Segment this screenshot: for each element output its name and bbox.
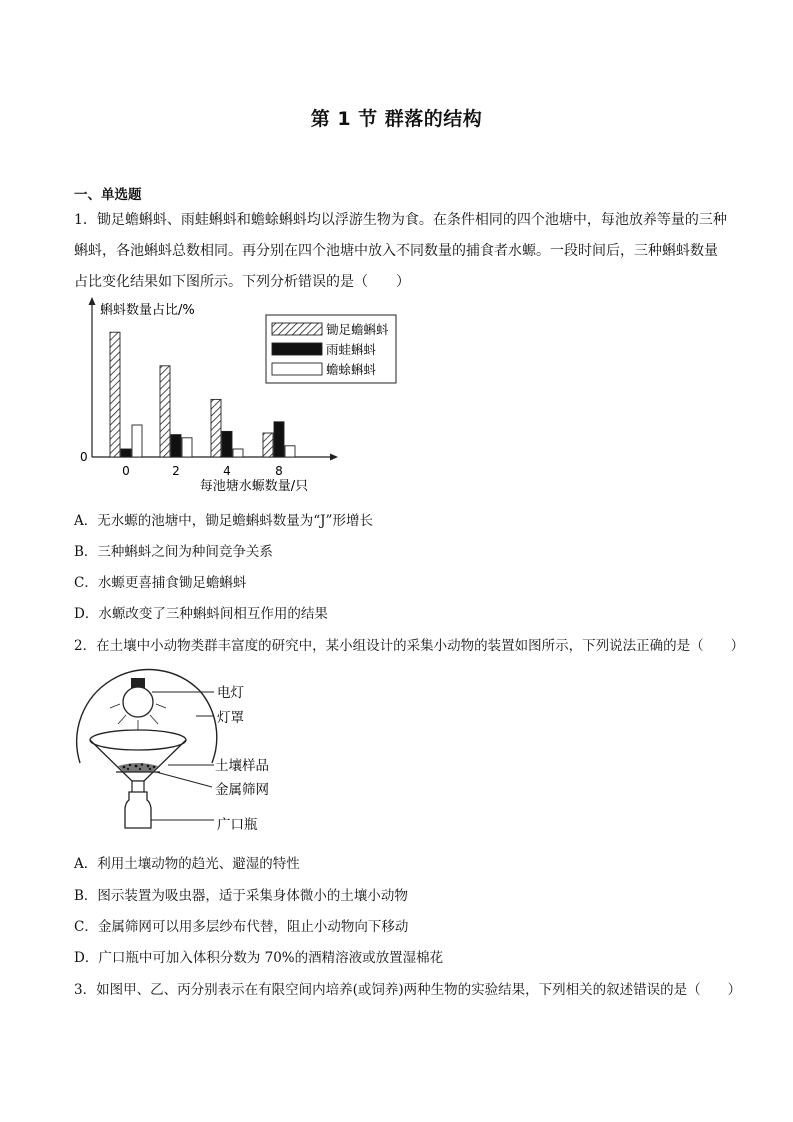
funnel-stem xyxy=(132,781,144,793)
bar-锄足蟾蝌蚪-2 xyxy=(160,366,170,457)
q2-option-d: D．广口瓶中可加入体积分数为 70%的酒精溶液或放置湿棉花 xyxy=(74,950,444,966)
q1-bar-chart xyxy=(70,295,410,495)
legend-swatch xyxy=(272,363,322,375)
x-axis-arrow xyxy=(330,454,338,461)
q1-option-d: D．水螈改变了三种蝌蚪间相互作用的结果 xyxy=(74,606,328,622)
section-heading: 一、单选题 xyxy=(74,187,142,203)
label-bottle: 广口瓶 xyxy=(217,817,258,833)
q1-stem-line-1: 1．锄足蟾蝌蚪、雨蛙蝌蚪和蟾蜍蝌蚪均以浮游生物为食。在条件相同的四个池塘中，每池放养等量的三种 xyxy=(74,212,727,228)
q2-option-b: B．图示装置为吸虫器，适于采集身体微小的土壤小动物 xyxy=(74,888,408,904)
page-title: 第 1 节 群落的结构 xyxy=(310,108,483,130)
q1-stem-line-2: 蝌蚪，各池蝌蚪总数相同。再分别在四个池塘中放入不同数量的捕食者水螈。一段时间后，三种蝌蚪数量 xyxy=(74,243,718,259)
bar-蟾蜍蝌蚪-2 xyxy=(182,438,192,457)
q1-option-c: C．水螈更喜捕食锄足蟾蝌蚪 xyxy=(74,575,247,591)
legend-label: 蟾蜍蝌蚪 xyxy=(326,362,377,377)
x-tick-label: 8 xyxy=(275,464,283,478)
x-tick-label: 0 xyxy=(122,464,130,478)
chart-legend xyxy=(266,315,396,383)
lamp-bulb xyxy=(123,687,153,717)
bar-雨蛙蝌蚪-4 xyxy=(222,431,232,457)
q1-option-a: A．无水螈的池塘中，锄足蟾蝌蚪数量为“J”形增长 xyxy=(74,513,373,529)
q2-apparatus-diagram xyxy=(72,668,302,838)
bar-蟾蜍蝌蚪-8 xyxy=(285,446,295,457)
bar-雨蛙蝌蚪-0 xyxy=(121,449,131,457)
label-shade: 灯罩 xyxy=(217,710,244,726)
label-mesh: 金属筛网 xyxy=(215,782,269,798)
label-soil: 土壤样品 xyxy=(215,758,269,774)
y-axis-arrow xyxy=(89,297,96,305)
y-axis-label: 蝌蚪数量占比/% xyxy=(100,303,195,318)
q3-stem: 3．如图甲、乙、丙分别表示在有限空间内培养(或饲养)两种生物的实验结果，下列相关的叙述错误的是（ ） xyxy=(74,982,742,998)
label-lamp: 电灯 xyxy=(217,685,244,701)
bar-锄足蟾蝌蚪-8 xyxy=(263,433,273,457)
wide-mouth-bottle xyxy=(125,792,151,828)
bar-雨蛙蝌蚪-2 xyxy=(171,435,181,457)
q1-option-b: B．三种蝌蚪之间为种间竞争关系 xyxy=(74,544,273,560)
bar-雨蛙蝌蚪-8 xyxy=(274,422,284,457)
bar-锄足蟾蝌蚪-0 xyxy=(110,332,120,457)
q1-stem-line-3: 占比变化结果如下图所示。下列分析错误的是（ ） xyxy=(74,274,410,290)
origin-label: 0 xyxy=(80,450,88,464)
funnel-rim xyxy=(90,730,186,750)
q2-option-c: C．金属筛网可以用多层纱布代替，阻止小动物向下移动 xyxy=(74,919,409,935)
bar-蟾蜍蝌蚪-4 xyxy=(233,449,243,457)
x-tick-label: 2 xyxy=(172,464,180,478)
bar-锄足蟾蝌蚪-4 xyxy=(211,399,221,457)
x-tick-label: 4 xyxy=(223,464,231,478)
legend-label: 锄足蟾蝌蚪 xyxy=(326,322,389,337)
legend-swatch xyxy=(272,343,322,355)
legend-label: 雨蛙蝌蚪 xyxy=(326,342,377,357)
legend-swatch xyxy=(272,323,322,335)
q2-stem: 2．在土壤中小动物类群丰富度的研究中，某小组设计的采集小动物的装置如图所示，下列说法正确的是（ ） xyxy=(74,638,745,654)
q2-option-a: A．利用土壤动物的趋光、避湿的特性 xyxy=(74,856,300,872)
x-axis-label: 每池塘水螈数量/只 xyxy=(199,479,309,494)
bar-蟾蜍蝌蚪-0 xyxy=(132,425,142,457)
